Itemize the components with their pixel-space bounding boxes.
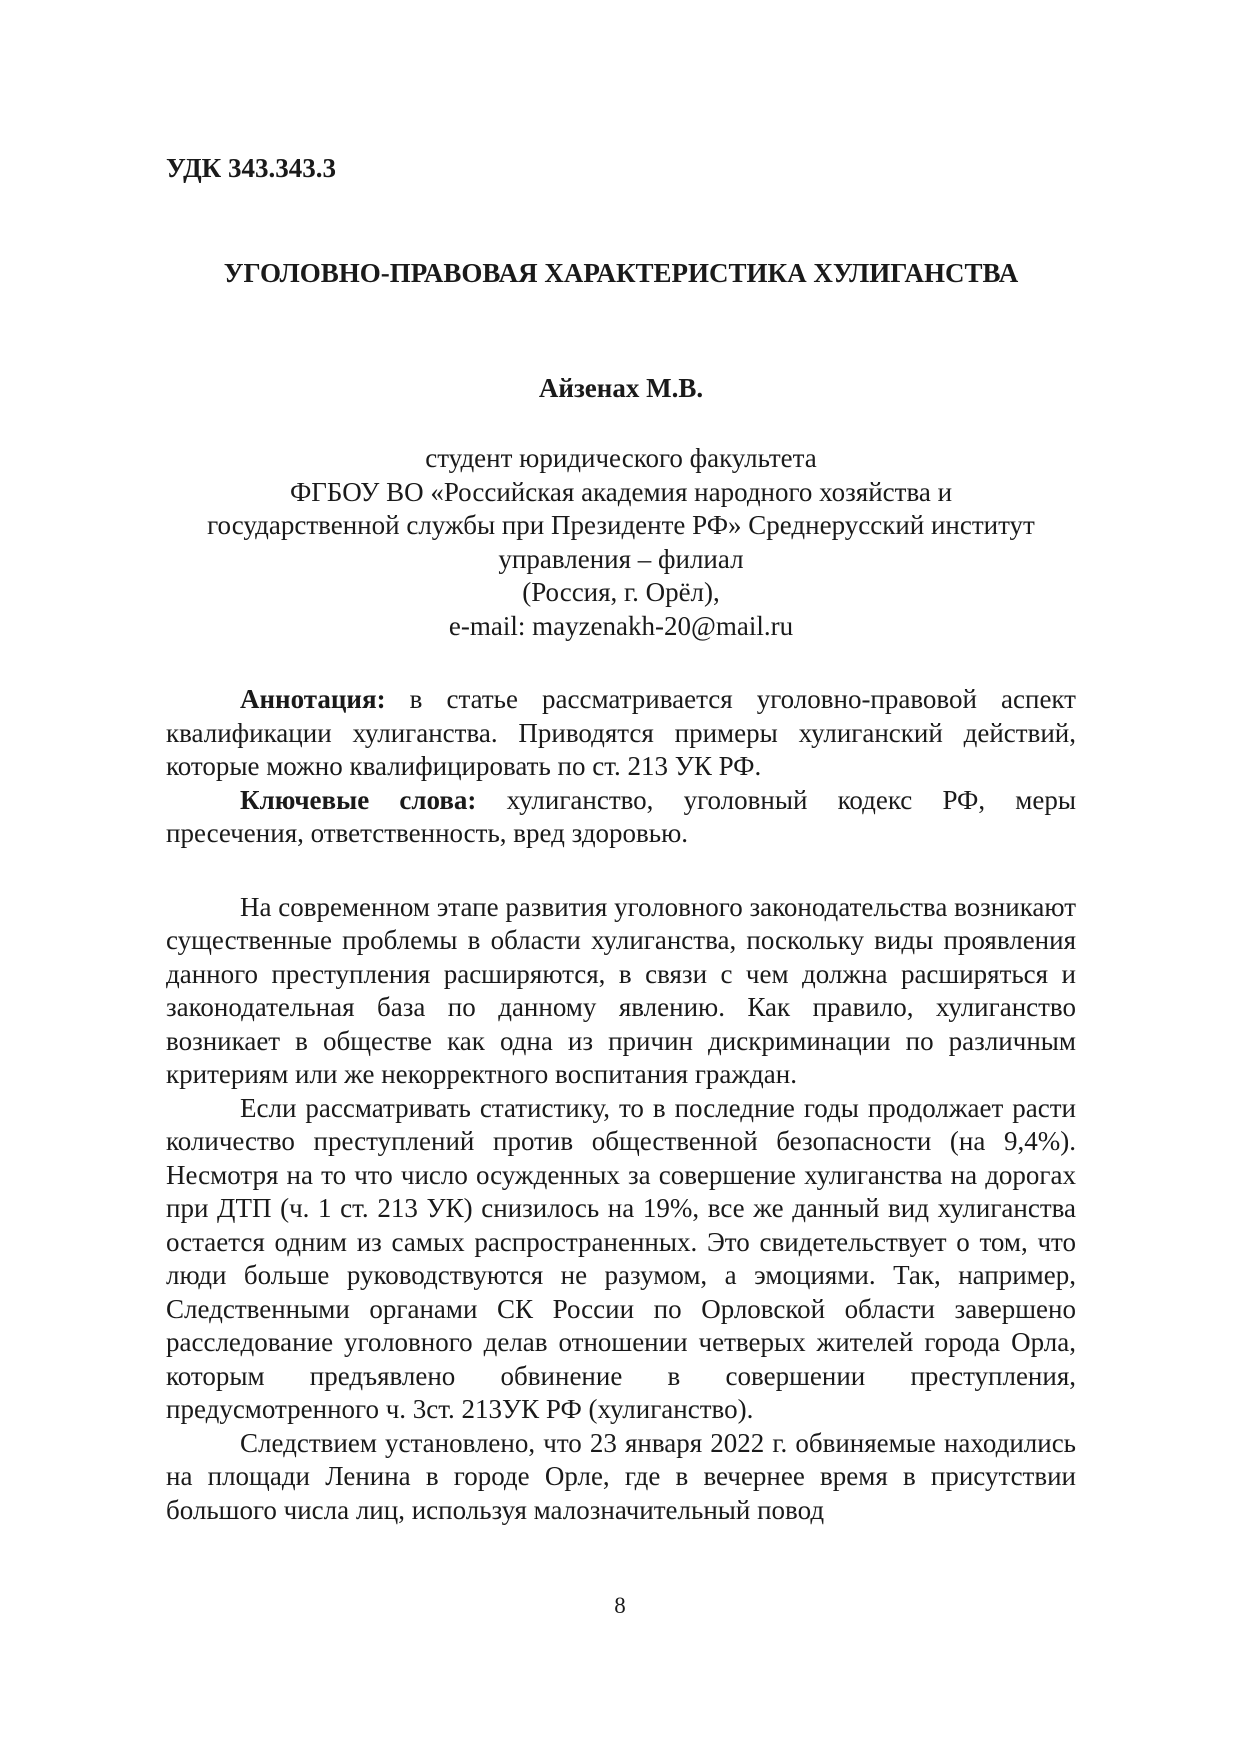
body-paragraph-3: Следствием установлено, что 23 января 2022 г. обвиняемые находились на площади Ленина в городе Орле, где в вечернее время в присутствии большого числа лиц, используя малозначительный повод [166, 1427, 1076, 1525]
affiliation-line: управления – филиал [498, 543, 744, 574]
body-paragraph-1: На современном этапе развития уголовного законодательства возникают существенные проблемы в области хулиганства, поскольку виды проявления данного преступления расширяются, в связи с чем должна расширяться и законодательная база по данному явлению. Как правило, хулиганство возникает в обществе как одна из причин дискриминации по различным критериям или же некорректного воспитания граждан. [166, 891, 1076, 1089]
article-body [166, 891, 1076, 1528]
abstract-text: в статье рассматривается уголовно-правовой аспект квалификации хулиганства. Приводятся примеры хулиганский действий, которые можно квалифицировать по ст. 213 УК РФ. [166, 684, 1076, 781]
author-email: e-mail: mayzenakh-20@mail.ru [448, 610, 794, 641]
affiliation-line: (Россия, г. Орёл), [522, 577, 720, 607]
author-affiliation [166, 442, 1076, 643]
page-number: 8 [614, 1593, 626, 1618]
article-page [166, 150, 1076, 1527]
keywords-paragraph [166, 784, 1076, 851]
abstract-label: Аннотация: [240, 684, 386, 714]
body-paragraph-2: Если рассматривать статистику, то в последние годы продолжает расти количество преступлений против общественной безопасности (на 9,4%). Несмотря на то что число осужденных за совершение хулиганства на дорогах при ДТП (ч. 1 ст. 213 УК) снизилось на 19%, все же данный вид хулиганства остается одним из самых распространенных. Это свидетельствует о том, что люди больше руководствуются не разумом, а эмоциями. Так, например, Следственными органами СК России по Орловской области завершено расследование уголовного делав отношении четверых жителей города Орла, которым предъявлено обвинение в совершении преступления, предусмотренного ч. 3ст. 213УК РФ (хулиганство). [166, 1092, 1076, 1424]
abstract-block [166, 683, 1076, 851]
keywords-label: Ключевые слова: [240, 784, 477, 815]
udk-code: УДК 343.343.3 [166, 153, 336, 183]
author-name: Айзенах М.В. [538, 373, 704, 403]
keywords-text: хулиганство, уголовный кодекс РФ, меры пресечения, ответственность, вред здоровью. [166, 784, 1076, 848]
article-title: УГОЛОВНО-ПРАВОВАЯ ХАРАКТЕРИСТИКА ХУЛИГАНСТВА [223, 258, 1019, 288]
affiliation-line: ФГБОУ ВО «Российская академия народного хозяйства и [289, 476, 953, 507]
affiliation-line: государственной службы при Президенте РФ» Среднерусский институт [207, 510, 1035, 540]
affiliation-line: студент юридического факультета [425, 443, 817, 473]
abstract-paragraph [166, 683, 1076, 784]
